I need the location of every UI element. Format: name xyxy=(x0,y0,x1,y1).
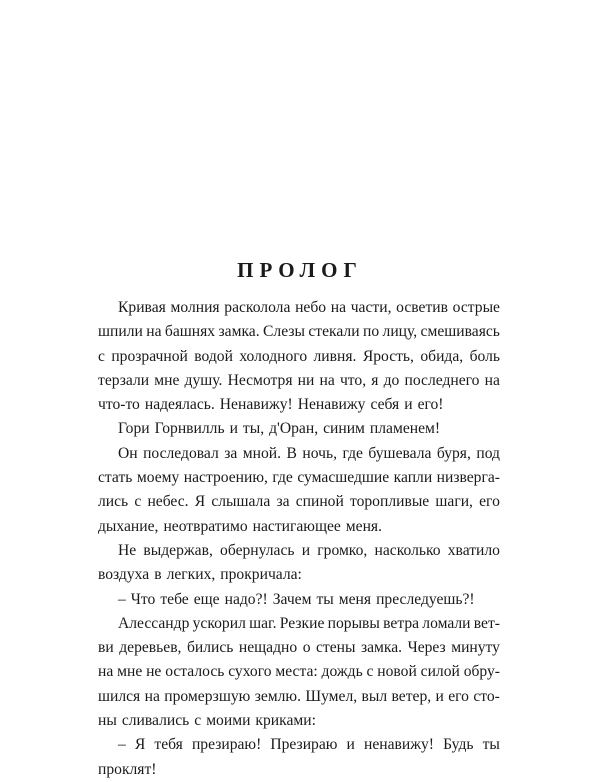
word: и xyxy=(229,420,238,438)
word: промерзшую xyxy=(164,687,251,705)
word: мне xyxy=(154,371,180,389)
word: Ненавижу xyxy=(297,396,366,414)
word: Горнвилль xyxy=(154,420,225,438)
word: на xyxy=(319,371,335,389)
word: неотвратимо xyxy=(163,517,248,535)
word: мной. xyxy=(242,444,282,462)
word: себя xyxy=(370,396,400,414)
word: мне xyxy=(117,663,143,681)
word: смешиваясь xyxy=(420,323,500,341)
word: преследуешь?! xyxy=(376,590,475,608)
text-line xyxy=(98,733,500,757)
word: небес. xyxy=(147,493,189,511)
text-line xyxy=(98,345,500,369)
word: хватило xyxy=(447,541,500,559)
word: ты xyxy=(316,590,334,608)
word: – xyxy=(118,736,126,754)
word: и xyxy=(346,736,355,754)
word: что, xyxy=(339,371,367,389)
word: выдержав, xyxy=(143,541,213,559)
word: боль xyxy=(469,347,500,365)
word: Кривая xyxy=(118,299,166,316)
text-line xyxy=(98,515,500,539)
text-line xyxy=(98,660,500,684)
word: Через xyxy=(407,639,446,657)
word: моими xyxy=(206,712,251,730)
word: воздуха xyxy=(98,566,150,584)
word: деревьев, xyxy=(119,639,182,657)
word: ускорил xyxy=(192,614,246,632)
word: осветив xyxy=(396,299,448,316)
text-line xyxy=(98,490,500,514)
word: меня xyxy=(338,590,372,608)
word: с xyxy=(194,712,202,730)
word: сумасшедшие xyxy=(297,469,390,487)
text-line xyxy=(98,466,500,490)
word: ломали xyxy=(422,614,471,632)
text-line xyxy=(98,588,500,612)
word: под xyxy=(476,444,500,462)
text-line xyxy=(98,320,500,344)
word: Слезы xyxy=(263,323,305,341)
word: Что xyxy=(130,590,156,608)
word: низверга- xyxy=(436,469,500,487)
word: ви xyxy=(98,639,114,657)
text-line xyxy=(98,709,500,733)
word: ни xyxy=(297,371,315,389)
word: за xyxy=(276,493,290,511)
word: шпили xyxy=(98,323,143,341)
text-line xyxy=(98,417,500,441)
text-line xyxy=(98,442,500,466)
word: его! xyxy=(417,396,444,414)
word: ветер, xyxy=(391,687,432,705)
word: настигающее xyxy=(252,517,341,535)
word: прозрачной xyxy=(111,347,188,365)
text-line xyxy=(98,539,500,563)
word: стены xyxy=(315,639,356,657)
word: криками: xyxy=(255,712,316,730)
word: силой xyxy=(420,663,460,681)
word: осталось xyxy=(165,663,225,681)
word: части, xyxy=(350,299,392,316)
word: расколола xyxy=(224,299,291,316)
word: дыхание, xyxy=(98,517,159,535)
word: проклят! xyxy=(98,760,157,778)
word: где xyxy=(342,444,363,462)
word: Зачем xyxy=(272,590,312,608)
word: спиной xyxy=(295,493,344,511)
word: Презираю xyxy=(270,736,338,754)
word: и xyxy=(301,541,311,559)
word: молния xyxy=(170,299,220,316)
word: и xyxy=(435,687,444,705)
word: слышала xyxy=(211,493,271,511)
word: сто- xyxy=(473,687,500,705)
word: Ненавижу! xyxy=(219,396,293,414)
word: шаг. xyxy=(249,614,277,632)
word: с xyxy=(134,493,142,511)
word: небо xyxy=(295,299,327,316)
chapter-title: ПРОЛОГ xyxy=(237,258,363,282)
word: буря, xyxy=(436,444,471,462)
word: замка. xyxy=(360,639,403,657)
word: на xyxy=(98,663,114,681)
word: д'Оран, xyxy=(269,420,319,438)
text-line xyxy=(98,685,500,709)
word: и xyxy=(404,396,413,414)
text-line xyxy=(98,563,500,587)
word: надо?! xyxy=(224,590,268,608)
word: надеялась. xyxy=(144,396,215,414)
word: что-то xyxy=(98,396,140,414)
word: места: xyxy=(275,663,318,681)
word: вет- xyxy=(473,614,500,632)
word: землю. xyxy=(254,687,301,705)
word: ненавижу! xyxy=(363,736,434,754)
word: Не xyxy=(118,541,137,559)
word: насколько xyxy=(374,541,441,559)
text-line xyxy=(98,758,500,782)
word: прокричала: xyxy=(220,566,302,584)
word: острые xyxy=(452,299,500,316)
word: шаги, xyxy=(435,493,473,511)
word: новой xyxy=(377,663,417,681)
word: презираю! xyxy=(191,736,262,754)
word: громко, xyxy=(317,541,368,559)
word: лицу, xyxy=(382,323,418,341)
text-line xyxy=(98,636,500,660)
text-line xyxy=(98,612,500,636)
word: Гори xyxy=(118,420,150,438)
word: водой xyxy=(194,347,233,365)
word: В xyxy=(286,444,297,462)
word: где xyxy=(272,469,293,487)
word: Будь xyxy=(443,736,474,754)
word: ны xyxy=(98,712,117,730)
word: башнях xyxy=(164,323,216,341)
word: бились xyxy=(186,639,234,657)
word: Ярость, xyxy=(362,347,414,365)
word: шился xyxy=(98,687,141,705)
text-line xyxy=(98,296,500,320)
word: тебе xyxy=(160,590,189,608)
word: легких, xyxy=(166,566,216,584)
word: торопливые xyxy=(349,493,430,511)
word: о xyxy=(302,639,311,657)
word: пламенем! xyxy=(369,420,441,438)
word: на xyxy=(144,687,160,705)
word: Шумел, xyxy=(305,687,358,705)
text-line xyxy=(98,369,500,393)
word: ты xyxy=(482,736,500,754)
word: на xyxy=(146,323,162,341)
word: его xyxy=(479,493,500,511)
word: Он xyxy=(118,444,138,462)
word: Резкие xyxy=(279,614,325,632)
word: за xyxy=(224,444,238,462)
word: стать xyxy=(98,469,133,487)
word: с xyxy=(366,663,374,681)
word: Несмотря xyxy=(227,371,293,389)
word: холодного xyxy=(239,347,308,365)
word: капли xyxy=(393,469,433,487)
word: терзали xyxy=(98,371,150,389)
word: в xyxy=(154,566,162,584)
word: тебя xyxy=(154,736,183,754)
word: Я xyxy=(194,493,206,511)
word: – xyxy=(118,590,126,608)
word: еще xyxy=(193,590,220,608)
word: выл xyxy=(361,687,388,705)
word: порывы xyxy=(327,614,380,632)
word: ливня. xyxy=(313,347,357,365)
word: меня. xyxy=(345,517,383,535)
word: с xyxy=(98,347,105,365)
word: Я xyxy=(134,736,146,754)
word: сливались xyxy=(121,712,190,730)
word: душу. xyxy=(184,371,223,389)
word: настроению, xyxy=(183,469,268,487)
body-text xyxy=(98,296,500,782)
word: лись xyxy=(98,493,129,511)
word: на xyxy=(484,371,500,389)
word: моему xyxy=(136,469,180,487)
word: по xyxy=(362,323,380,341)
word: до xyxy=(383,371,400,389)
word: нещадно xyxy=(238,639,298,657)
word: обида, xyxy=(420,347,464,365)
word: Алессандр xyxy=(118,614,190,632)
text-line xyxy=(98,393,500,417)
word: ночь, xyxy=(302,444,337,462)
word: ты, xyxy=(242,420,265,438)
word: последнего xyxy=(404,371,480,389)
word: обернулась xyxy=(220,541,295,559)
word: его xyxy=(448,687,469,705)
word: на xyxy=(330,299,347,316)
word: стекали xyxy=(308,323,360,341)
word: замка. xyxy=(218,323,260,341)
word: обру- xyxy=(463,663,500,681)
word: минуту xyxy=(451,639,500,657)
word: бушевала xyxy=(368,444,432,462)
word: дождь xyxy=(321,663,363,681)
word: синим xyxy=(323,420,365,438)
word: я xyxy=(371,371,379,389)
word: не xyxy=(146,663,162,681)
word: ветра xyxy=(383,614,420,632)
word: последовал xyxy=(143,444,219,462)
word: сухого xyxy=(228,663,272,681)
